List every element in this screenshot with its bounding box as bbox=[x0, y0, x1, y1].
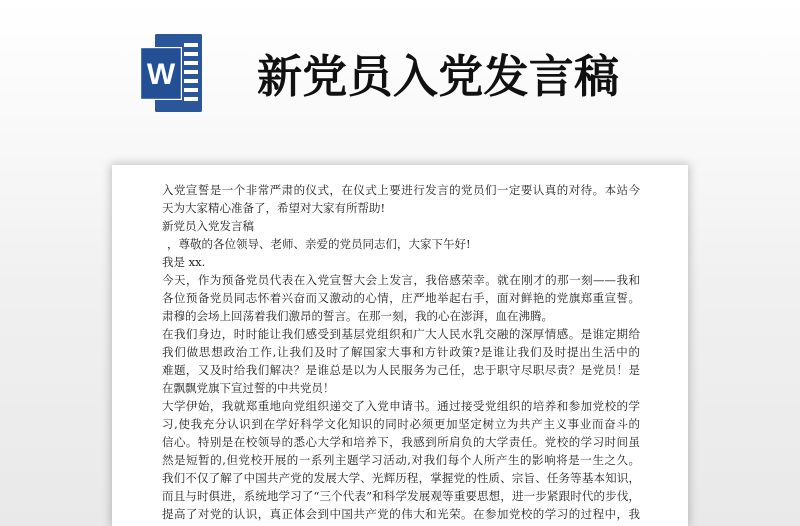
document-line: 我们不仅了解了中国共产党的发展大学、光辉历程，掌握党的性质、宗旨、任务等基本知识， bbox=[162, 471, 640, 485]
document-line: 今天，作为预备党员代表在入党宣誓大会上发言，我倍感荣幸。就在刚才的那一刻——我和 bbox=[162, 273, 640, 287]
document-line: 新党员入党发言稿 bbox=[162, 219, 254, 233]
document-line: 肃穆的会场上回荡着我们激昂的誓言。在那一刻，我的心在澎湃，血在沸腾。 bbox=[162, 309, 553, 323]
document-line: 然是短暂的,但党校开展的一系列主题学习活动,对我们每个人所产生的影响将是一生之久。 bbox=[162, 453, 640, 467]
document-page bbox=[112, 165, 688, 526]
document-line: 天为大家精心准备了，希望对大家有所帮助! bbox=[162, 201, 386, 215]
document-line: ，尊敬的各位领导、老师、亲爱的党员同志们，大家下午好! bbox=[167, 237, 471, 251]
document-line: 而且与时俱进，系统地学习了“三个代表”和科学发展观等重要思想，进一步紧跟时代的步伐， bbox=[162, 489, 640, 503]
header bbox=[0, 0, 800, 150]
document-line: 各位预备党员同志怀着兴奋而又激动的心情，庄严地举起右手，面对鲜艳的党旗郑重宣誓。 bbox=[162, 291, 640, 305]
document-line: 我们做思想政治工作,让我们及时了解国家大事和方针政策?是谁让我们及时提出生活中的 bbox=[162, 345, 640, 359]
document-body bbox=[162, 181, 640, 523]
word-logo-letter: W bbox=[146, 58, 176, 91]
document-line: 提高了对党的认识，真正体会到中国共产党的伟大和光荣。在参加党校的学习的过程中，我 bbox=[162, 507, 640, 521]
document-line: 我是 xx. bbox=[162, 255, 206, 269]
document-line: 在我们身边，时时能让我们感受到基层党组织和广大人民水乳交融的深厚情感。是谁定期给 bbox=[162, 327, 640, 341]
word-document-icon bbox=[140, 34, 202, 112]
document-line: 大学伊始，我就郑重地向党组织递交了入党申请书。通过接受党组织的培养和参加党校的学 bbox=[162, 399, 640, 413]
document-line: 信心。特别是在校领导的悉心大学和培养下，我感到所肩负的大学责任。党校的学习时间虽 bbox=[162, 435, 640, 449]
document-line: 难题，又及时给我们解决？是谁总是以为人民服务为己任，忠于职守尽职尽责？是党员！是 bbox=[162, 363, 640, 377]
document-line: 习,使我充分认识到在学好科学文化知识的同时必须更加坚定树立为共产主义事业而奋斗的 bbox=[162, 417, 640, 431]
document-line: 在飘飘党旗下宣过誓的中共党员！ bbox=[162, 381, 335, 395]
document-line: 入党宣誓是一个非常严肃的仪式，在仪式上要进行发言的党员们一定要认真的对待。本站今 bbox=[162, 183, 640, 197]
document-title: 新党员入党发言稿 bbox=[257, 50, 620, 103]
